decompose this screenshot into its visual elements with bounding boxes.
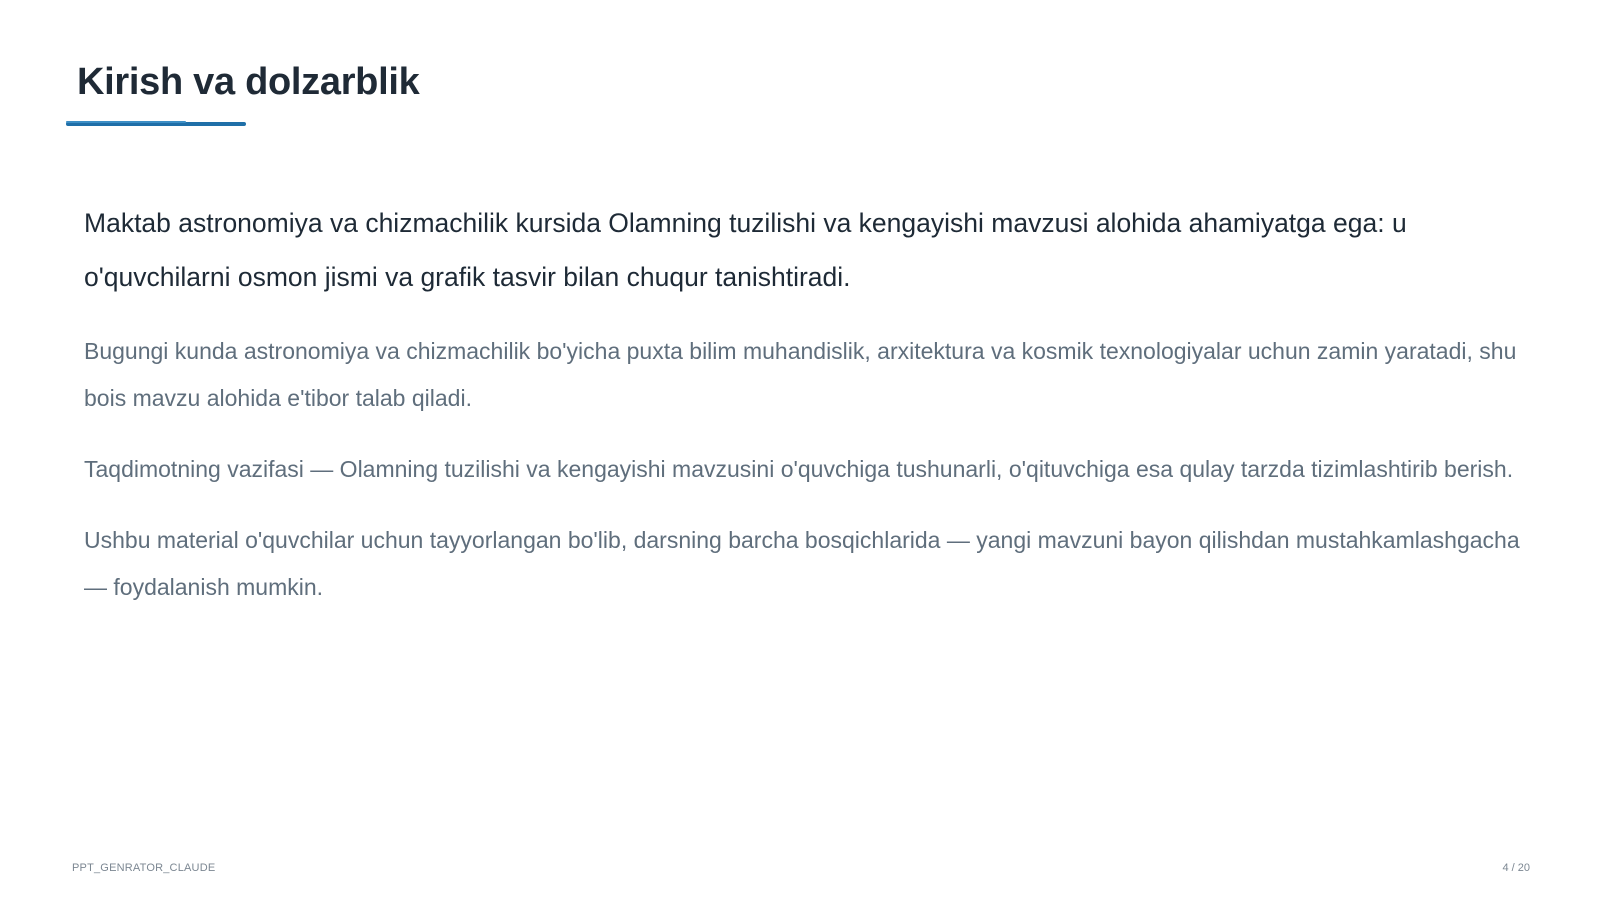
page-number: 4 / 20 [1502,862,1530,874]
body-paragraph-2: Taqdimotning vazifasi — Olamning tuzilishi va kengayishi mavzusini o'quvchiga tushunarli, o'qituvchiga esa qulay tarzda tizimlashtirib berish. [84,456,1514,482]
title-underline-accent [66,121,186,123]
footer-brand: PPT_GENRATOR_CLAUDE [72,862,216,874]
slide-title: Kirish va dolzarblik [77,61,420,103]
body-paragraph-3: Ushbu material o'quvchilar uchun tayyorlangan bo'lib, darsning barcha bosqichlarida — yangi mavzuni bayon qilishdan mustahkamlashgacha — foydalanish mumkin. [84,527,1520,600]
body-paragraph-1: Bugungi kunda astronomiya va chizmachilik bo'yicha puxta bilim muhandislik, arxitektura va kosmik texnologiyalar uchun zamin yaratadi, shu bois mavzu alohida e'tibor talab qiladi. [84,338,1517,411]
lead-paragraph: Maktab astronomiya va chizmachilik kursida Olamning tuzilishi va kengayishi mavzusi alohida ahamiyatga ega: u o'quvchilarni osmon jismi va grafik tasvir bilan chuqur tanishtiradi. [84,208,1407,292]
slide-content [84,196,1524,635]
